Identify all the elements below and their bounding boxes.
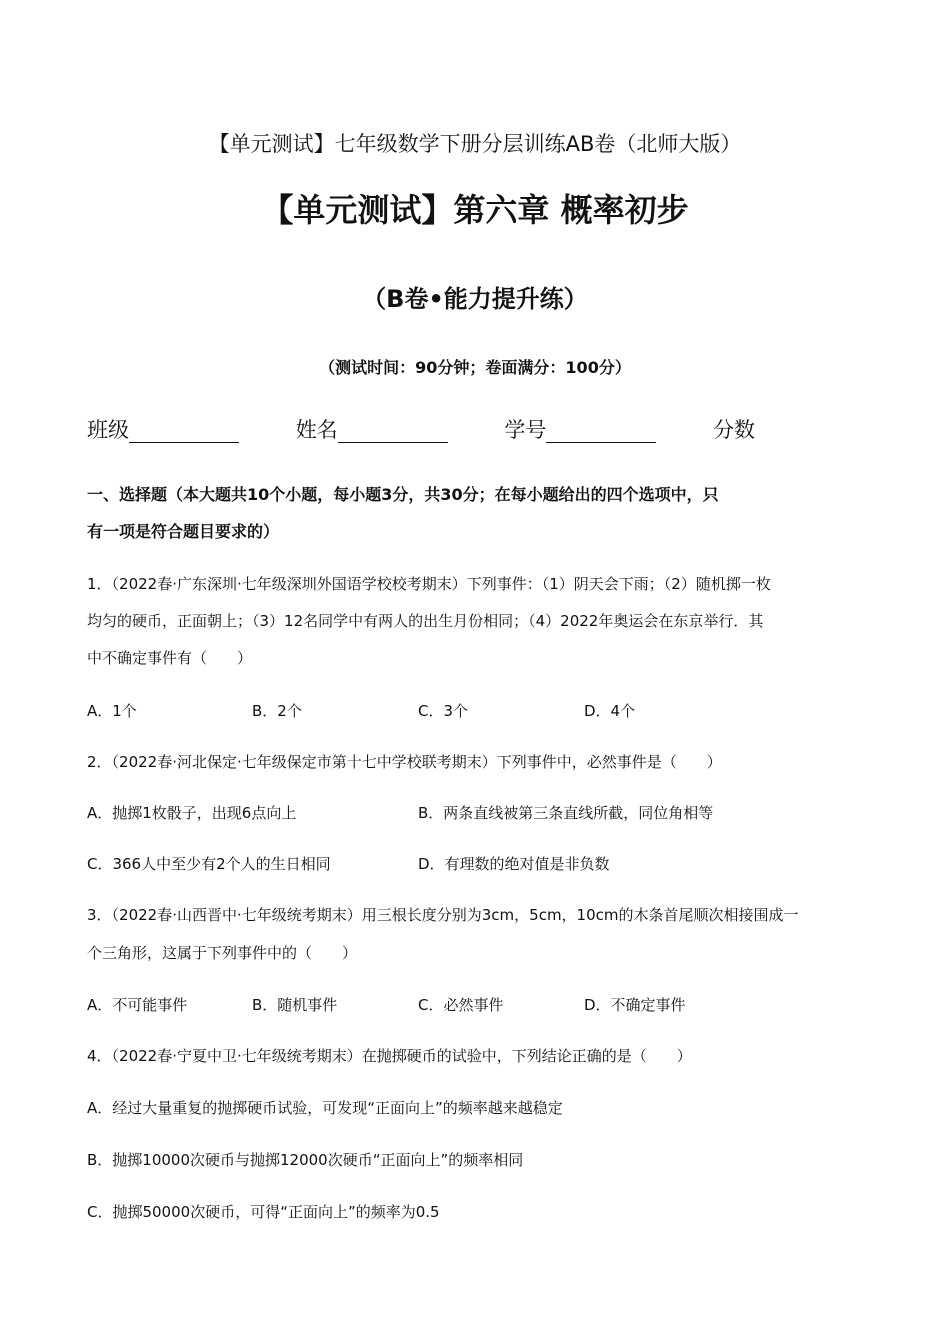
- question-3-line-1: 3．（2022春·山西晋中·七年级统考期末）用三根长度分别为3cm，5cm，10cm的木条首尾顺次相接围成一: [87, 906, 799, 924]
- series-title: 【单元测试】七年级数学下册分层训练AB卷（北师大版）: [208, 132, 742, 156]
- page-title: 【单元测试】第六章 概率初步: [261, 191, 689, 229]
- score-label: 分数: [713, 418, 756, 442]
- q2-option-d: D．有理数的绝对值是非负数: [418, 855, 610, 873]
- q3-option-d: D．不确定事件: [584, 996, 686, 1014]
- number-blank[interactable]: [546, 424, 656, 443]
- q3-option-b: B．随机事件: [252, 996, 338, 1014]
- page-subtitle: （B卷•能力提升练）: [362, 285, 588, 313]
- q1-option-b: B．2个: [252, 702, 302, 720]
- question-4-line-1: 4．（2022春·宁夏中卫·七年级统考期末）在抛掷硬币的试验中，下列结论正确的是（ ）: [87, 1047, 692, 1065]
- question-1-line-2: 均匀的硬币，正面朝上；（3）12名同学中有两人的出生月份相同；（4）2022年奥运会在东京举行．其: [87, 612, 764, 630]
- q1-option-d: D．4个: [584, 702, 636, 720]
- name-blank[interactable]: [338, 424, 448, 443]
- q2-option-b: B．两条直线被第三条直线所截，同位角相等: [418, 804, 714, 822]
- q4-option-c: C．抛掷50000次硬币，可得“正面向上”的频率为0.5: [87, 1203, 440, 1221]
- q2-option-a: A．抛掷1枚骰子，出现6点向上: [87, 804, 297, 822]
- question-2-line-1: 2．（2022春·河北保定·七年级保定市第十七中学校联考期末）下列事件中，必然事件是（ ）: [87, 753, 722, 771]
- question-1-line-1: 1．（2022春·广东深圳·七年级深圳外国语学校校考期末）下列事件：（1）阴天会下雨；（2）随机掷一枚: [87, 575, 771, 593]
- student-info: [87, 417, 755, 443]
- class-blank[interactable]: [129, 424, 239, 443]
- q1-option-c: C．3个: [418, 702, 469, 720]
- q2-option-c: C．366人中至少有2个人的生日相同: [87, 855, 331, 873]
- q3-option-c: C．必然事件: [418, 996, 504, 1014]
- question-1-line-3: 中不确定事件有（ ）: [87, 649, 253, 667]
- q3-option-a: A．不可能事件: [87, 996, 188, 1014]
- q4-option-a: A．经过大量重复的抛掷硬币试验，可发现“正面向上”的频率越来越稳定: [87, 1099, 563, 1117]
- q4-option-b: B．抛掷10000次硬币与抛掷12000次硬币“正面向上”的频率相同: [87, 1151, 524, 1169]
- test-time: （测试时间：90分钟；卷面满分：100分）: [319, 358, 631, 377]
- class-label: 班级: [87, 418, 129, 442]
- q1-option-a: A．1个: [87, 702, 137, 720]
- section-heading-1: 一、选择题（本大题共10个小题，每小题3分，共30分；在每小题给出的四个选项中，只: [87, 485, 719, 504]
- number-label: 学号: [504, 418, 547, 442]
- section-heading-2: 有一项是符合题目要求的）: [87, 522, 280, 541]
- name-label: 姓名: [295, 418, 338, 442]
- question-3-line-2: 个三角形，这属于下列事件中的（ ）: [87, 944, 358, 962]
